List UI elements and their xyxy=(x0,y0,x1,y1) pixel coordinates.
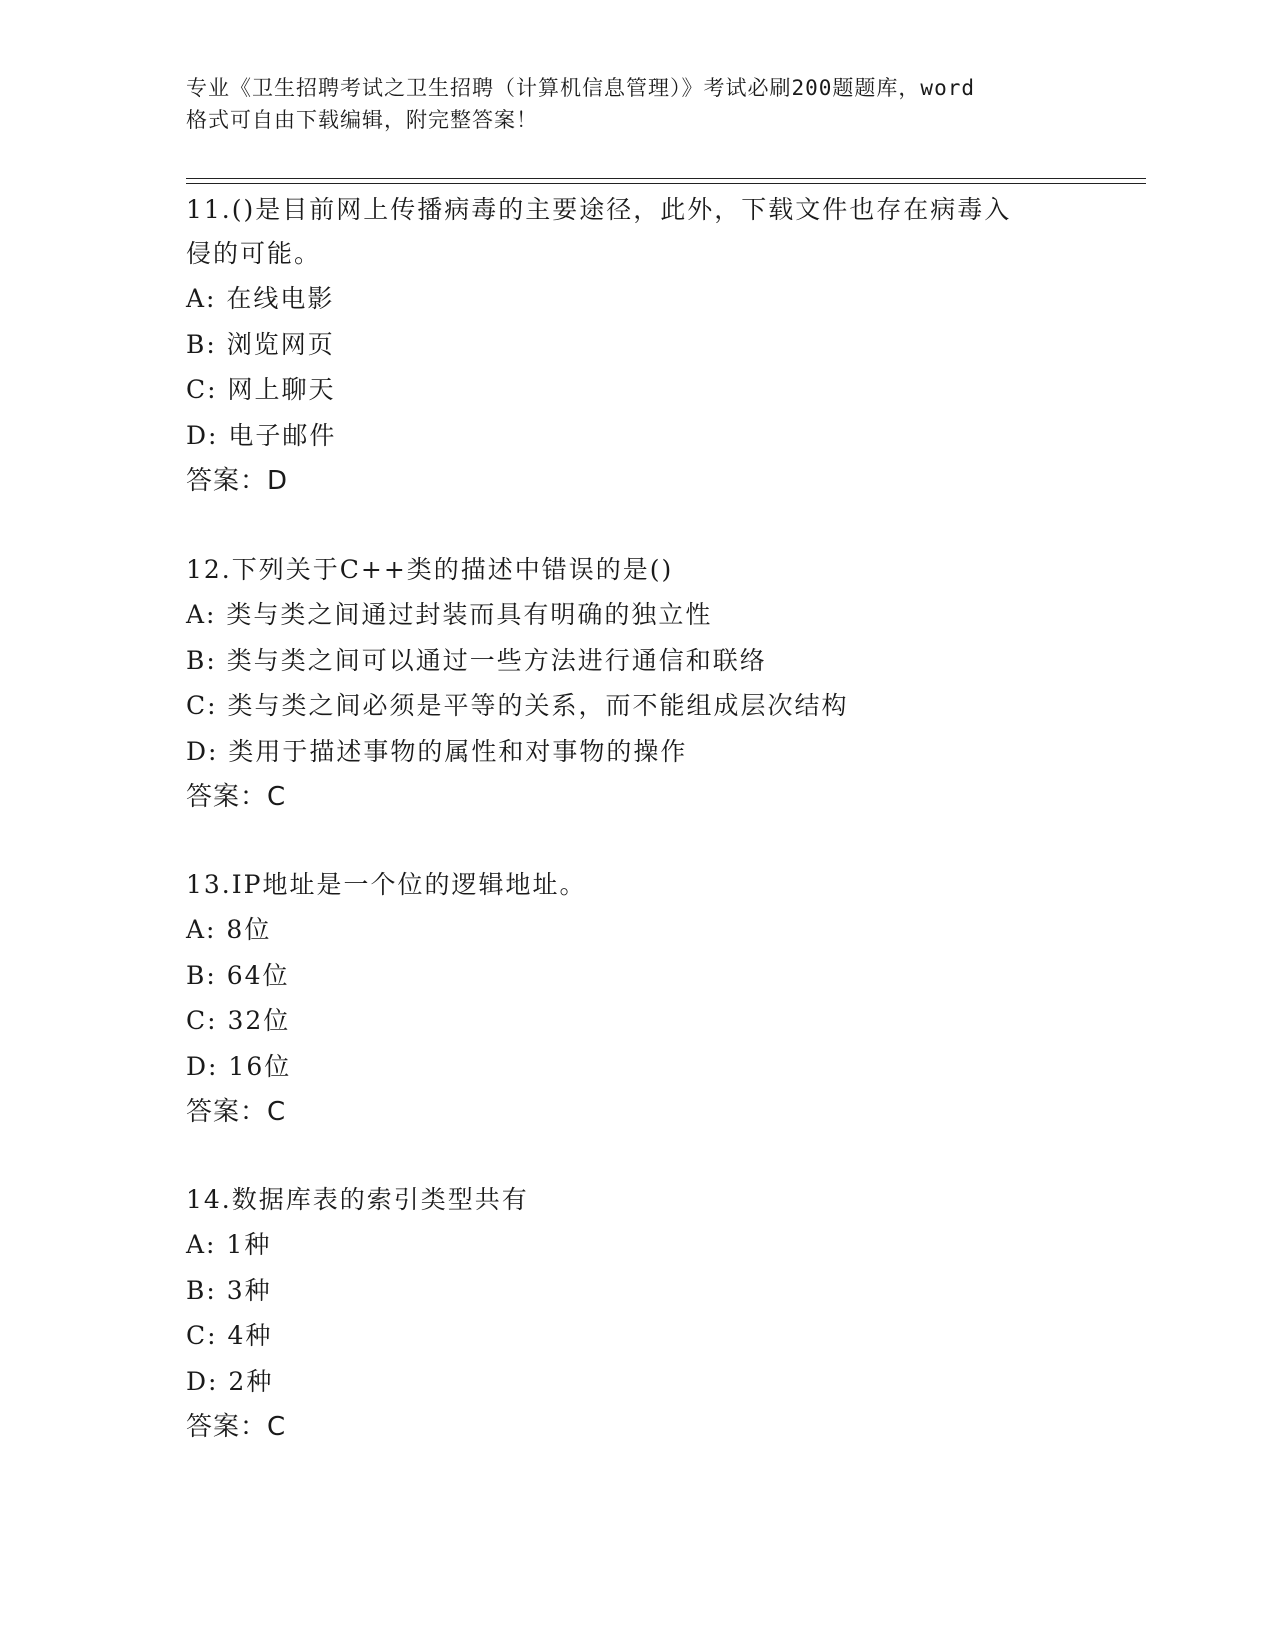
question-stem-line: 14.数据库表的索引类型共有 xyxy=(186,1185,529,1214)
question-stem-line: 13.IP地址是一个位的逻辑地址。 xyxy=(186,870,587,899)
question-12 xyxy=(186,548,1086,820)
option-d: D: 2种 xyxy=(186,1366,274,1396)
header-line-1: 专业《卫生招聘考试之卫生招聘（计算机信息管理）》考试必刷200题题库，word xyxy=(186,76,975,100)
question-stem xyxy=(186,863,1086,907)
option-c: C: 32位 xyxy=(186,1006,291,1035)
option-b: B: 类与类之间可以通过一些方法进行通信和联络 xyxy=(186,645,767,675)
option-c: C: 类与类之间必须是平等的关系，而不能组成层次结构 xyxy=(186,691,849,720)
question-stem xyxy=(186,548,1086,592)
question-stem-line: 11.()是目前网上传播病毒的主要途径，此外，下载文件也存在病毒入 xyxy=(186,195,1012,224)
header-divider-bottom xyxy=(186,183,1146,184)
document-header xyxy=(186,72,1086,136)
option-b: B: 64位 xyxy=(186,960,290,990)
option-a: A: 在线电影 xyxy=(186,284,335,313)
option-c: C: 4种 xyxy=(186,1321,273,1350)
option-c: C: 网上聊天 xyxy=(186,375,336,404)
header-divider-top xyxy=(186,178,1146,179)
question-13 xyxy=(186,863,1086,1135)
option-b: B: 3种 xyxy=(186,1275,272,1305)
question-11 xyxy=(186,188,1086,504)
option-b: B: 浏览网页 xyxy=(186,329,335,359)
answer-label: 答案：C xyxy=(186,1412,287,1442)
answer-label: 答案：C xyxy=(186,1097,287,1127)
option-d: D: 电子邮件 xyxy=(186,420,337,450)
option-a: A: 1种 xyxy=(186,1230,272,1259)
option-a: A: 类与类之间通过封装而具有明确的独立性 xyxy=(186,600,713,629)
answer-label: 答案：D xyxy=(186,466,289,496)
option-d: D: 16位 xyxy=(186,1051,292,1081)
question-stem xyxy=(186,188,1086,276)
question-stem xyxy=(186,1178,1086,1222)
question-stem-line: 12.下列关于C++类的描述中错误的是() xyxy=(186,555,674,584)
header-line-2: 格式可自由下载编辑，附完整答案！ xyxy=(186,108,538,132)
question-stem-line: 侵的可能。 xyxy=(186,239,322,268)
answer-label: 答案：C xyxy=(186,782,287,812)
option-a: A: 8位 xyxy=(186,915,272,944)
question-14 xyxy=(186,1178,1086,1450)
option-d: D: 类用于描述事物的属性和对事物的操作 xyxy=(186,736,688,766)
